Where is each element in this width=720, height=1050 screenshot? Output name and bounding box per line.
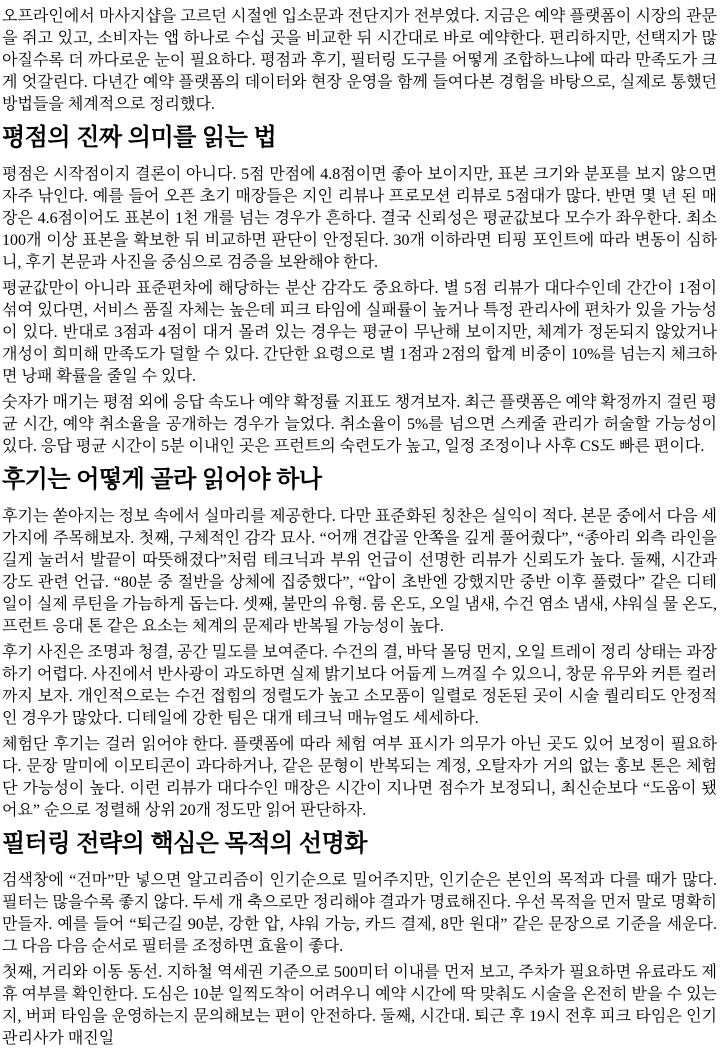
paragraph: 검색창에 “건마”만 넣으면 알고리즘이 인기순으로 밀어주지만, 인기순은 본인의 목적과 다를 때가 많다. 필터는 많을수록 좋지 않다. 두세 개 축으로만 정리해야 결과가 명료해진다. 우선 목적을 먼저 말로 명확히 만들자. 예를 들어 “퇴근길 90분, 강한 압, 샤워 가능, 카드 결제, 8만 원대” 같은 문장으로 기준을 세운다. 그 다음 다음 순서로 필터를 조정하면 효율이 좋다. (2, 872, 717, 955)
intro-paragraph: 오프라인에서 마사지샵을 고르던 시절엔 입소문과 전단지가 전부였다. 지금은 예약 플랫폼이 시장의 관문을 쥐고 있고, 소비자는 앱 하나로 수십 곳을 비교한 뒤 시간대로 바로 예약한다. 편리하지만, 선택지가 많아질수록 더 까다로운 눈이 필요하다. 평점과 후기, 필터링 도구를 어떻게 조합하느냐에 따라 만족도가 크게 엇갈린다. 다년간 예약 플랫폼의 데이터와 현장 운영을 함께 들여다본 경험을 바탕으로, 실제로 통했던 방법들을 체계적으로 정리했다. (2, 8, 717, 113)
paragraph: 평점은 시작점이지 결론이 아니다. 5점 만점에 4.8점이면 좋아 보이지만, 표본 크기와 분포를 보지 않으면 자주 낚인다. 예를 들어 오픈 초기 매장들은 지인 리뷰나 프로모션 리뷰로 5점대가 많다. 반면 몇 년 된 매장은 4.6점이어도 표본이 1천 개를 넘는 경우가 흔하다. 결국 신뢰성은 평균값보다 모수가 좌우한다. 최소 100개 이상 표본을 확보한 뒤 비교하면 판단이 안정된다. 30개 이하라면 티핑 포인트에 따라 변동이 심하니, 후기 본문과 사진을 중심으로 검증을 보완해야 한다. (2, 166, 717, 271)
paragraph: 평균값만이 아니라 표준편차에 해당하는 분산 감각도 중요하다. 별 5점 리뷰가 대다수인데 간간이 1점이 섞여 있다면, 서비스 품질 자체는 높은데 피크 타임에 실패률이 높거나 특정 관리사에 편차가 있을 가능성이 있다. 반대로 3점과 4점이 대거 몰려 있는 경우는 평균이 무난해 보이지만, 체계가 정돈되지 않았거나 개성이 희미해 만족도가 덜할 수 있다. 간단한 요령으로 별 1점과 2점의 합계 비중이 10%를 넘는지 체크하면 낭패 확률을 줄일 수 있다. (2, 280, 717, 385)
paragraph: 후기는 쏟아지는 정보 속에서 실마리를 제공한다. 다만 표준화된 칭찬은 실익이 적다. 본문 중에서 다음 세 가지에 주목해보자. 첫째, 구체적인 감각 묘사. “어깨 견갑골 안쪽을 깊게 풀어줬다”, “종아리 외측 라인을 길게 눌러서 발끝이 따뜻해졌다”처럼 테크닉과 부위 언급이 선명한 리뷰가 신뢰도가 높다. 둘째, 시간과 강도 관련 언급. “80분 중 절반을 상체에 집중했다”, “압이 초반엔 강했지만 중반 이후 풀렸다” 같은 디테일이 실제 루틴을 가늠하게 돕는다. 셋째, 불만의 유형. 룸 온도, 오일 냄새, 수건 염소 냄새, 샤워실 물 온도, 프런트 응대 톤 같은 요소는 체계의 문제라 반복될 가능성이 높다. (2, 508, 717, 635)
section-heading-reviews: 후기는 어떻게 골라 읽어야 하나 (2, 466, 322, 493)
section-heading-rating: 평점의 진짜 의미를 읽는 법 (2, 124, 277, 151)
section-review-reading (2, 466, 717, 822)
section-heading-filtering: 필터링 전략의 핵심은 목적의 선명화 (2, 830, 367, 857)
paragraph: 첫째, 거리와 이동 동선. 지하철 역세권 기준으로 500미터 이내를 먼저 보고, 주차가 필요하면 유료라도 제휴 여부를 확인한다. 도심은 10분 일찍도착이 어려우니 예약 시간에 딱 맞춰도 시술을 온전히 받을 수 있는지, 버퍼 타임을 운영하는지 문의해보는 편이 안전하다. 둘째, 시간대. 퇴근 후 19시 전후 피크 타임은 인기 관리사가 매진일 (2, 964, 717, 1047)
paragraph: 후기 사진은 조명과 청결, 공간 밀도를 보여준다. 수건의 결, 바닥 몰딩 먼지, 오일 트레이 정리 상태는 과장하기 어렵다. 사진에서 반사광이 과도하면 실제 밝기보다 어둡게 느껴질 수 있으니, 창문 유무와 커튼 컬러까지 보자. 개인적으로는 수건 접힘의 정렬도가 높고 소모품이 일렬로 정돈된 곳이 시술 퀄리티도 안정적인 경우가 많았다. 디테일에 강한 팀은 대개 테크닉 매뉴얼도 세세하다. (2, 644, 717, 727)
paragraph: 체험단 후기는 걸러 읽어야 한다. 플랫폼에 따라 체험 여부 표시가 의무가 아닌 곳도 있어 보정이 필요하다. 문장 말미에 이모티콘이 과다하거나, 같은 문형이 반복되는 계정, 오탈자가 거의 없는 홍보 톤은 체험단 가능성이 높다. 이런 리뷰가 대다수인 매장은 시간이 지나면 점수가 보정되니, 최신순보다 “도움이 됐어요” 순으로 정렬해 상위 20개 정도만 읽어 판단하자. (2, 736, 717, 819)
section-filtering-strategy (2, 830, 717, 1050)
paragraph: 숫자가 매기는 평점 외에 응답 속도나 예약 확정률 지표도 챙겨보자. 최근 플랫폼은 예약 확정까지 걸린 평균 시간, 예약 취소율을 공개하는 경우가 늘었다. 취소율이 5%를 넘으면 스케줄 관리가 허술할 가능성이 있다. 응답 평균 시간이 5분 이내인 곳은 프런트의 숙련도가 높고, 일정 조정이나 사후 CS도 빠른 편이다. (2, 394, 717, 455)
section-rating-meaning (2, 124, 717, 458)
